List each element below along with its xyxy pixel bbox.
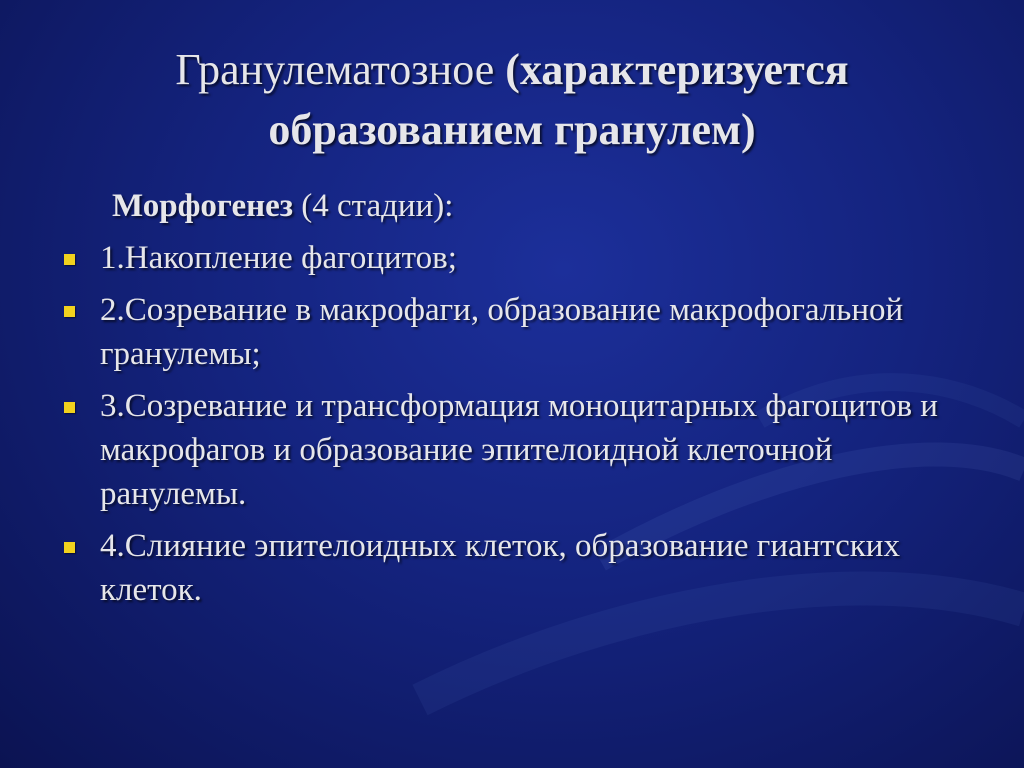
list-item-text: 2.Созревание в макрофаги, образование макрофогальной гранулемы; <box>100 292 904 372</box>
square-bullet-icon <box>64 254 75 265</box>
bullet-list <box>60 236 960 620</box>
list-item <box>60 524 960 612</box>
list-item <box>60 384 960 516</box>
square-bullet-icon <box>64 402 75 413</box>
subheading-rest: (4 стадии): <box>293 188 454 224</box>
list-item <box>60 288 960 376</box>
list-item-text: 4.Слияние эпителоидных клеток, образование гиантских клеток. <box>100 528 900 608</box>
title-normal: Гранулематозное <box>175 45 506 94</box>
subheading-bold: Морфогенез <box>112 188 294 224</box>
title-bold: (характеризуется образованием гранулем) <box>268 45 849 154</box>
list-item-text: 1.Накопление фагоцитов; <box>100 240 457 276</box>
list-item <box>60 236 960 280</box>
slide-title <box>40 40 984 160</box>
square-bullet-icon <box>64 306 75 317</box>
square-bullet-icon <box>64 542 75 553</box>
list-item-text: 3.Созревание и трансформация моноцитарных фагоцитов и макрофагов и образование эпителоидной клеточной ранулемы. <box>100 388 938 512</box>
subheading <box>112 184 453 228</box>
